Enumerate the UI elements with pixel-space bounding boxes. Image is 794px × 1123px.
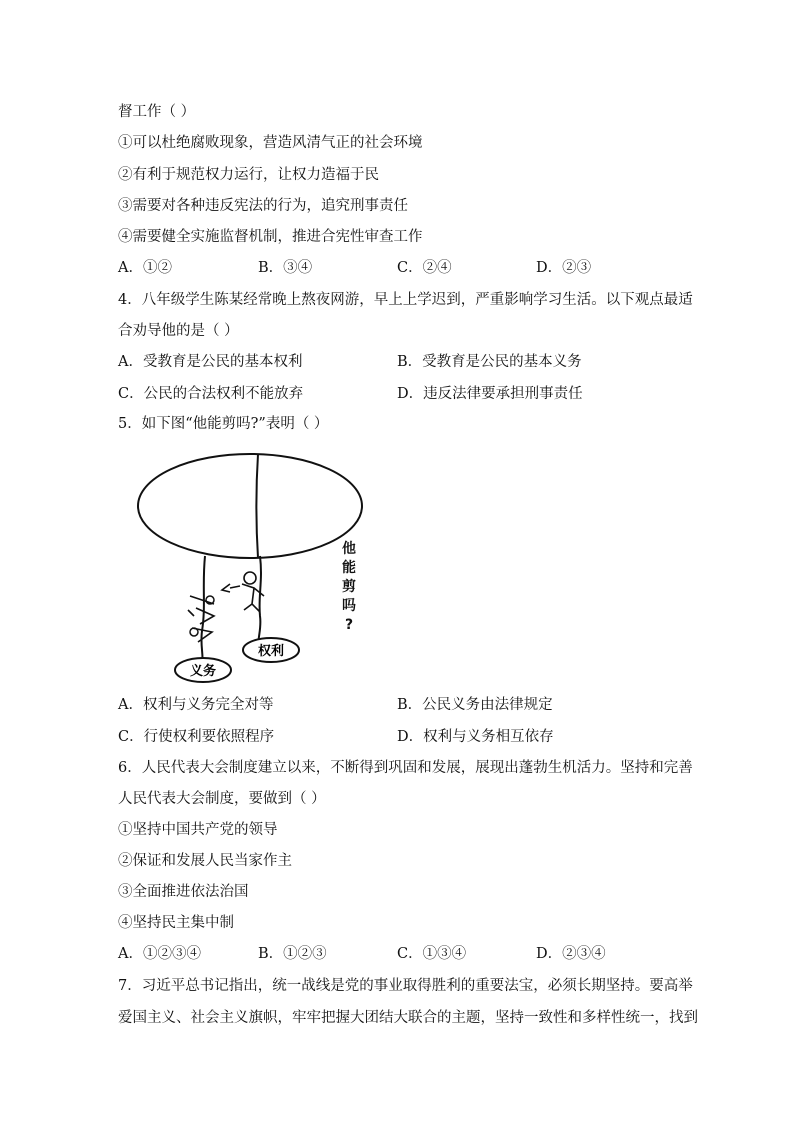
q3-statement-4: ④需要健全实施监督机制，推进合宪性审查工作 [118, 229, 423, 245]
q3-stem: 督工作（ ） [118, 104, 196, 120]
q3-option-c: C．②④ [397, 260, 452, 276]
q3-statement-2: ②有利于规范权力运行，让权力造福于民 [118, 167, 379, 183]
q6-statement-3: ③全面推进依法治国 [118, 884, 249, 900]
q4-option-d: D．违反法律要承担刑事责任 [397, 386, 583, 402]
q4-option-b: B．受教育是公民的基本义务 [397, 354, 582, 370]
q3-option-a: A．①② [118, 260, 172, 276]
q4-stem-line1: 4．八年级学生陈某经常晚上熬夜网游，早上上学迟到，严重影响学习生活。以下观点最适 [118, 292, 693, 308]
caption-char: 剪 [342, 579, 356, 595]
q4-option-a: A．受教育是公民的基本权利 [118, 354, 303, 370]
q5-option-c: C．行使权利要依照程序 [118, 729, 275, 745]
q3-statement-1: ①可以杜绝腐败现象，营造风清气正的社会环境 [118, 135, 423, 151]
q4-option-c: C．公民的合法权利不能放弃 [118, 386, 304, 402]
q3-option-b: B．③④ [258, 260, 313, 276]
q7-stem-line2: 爱国主义、社会主义旗帜，牢牢把握大团结大联合的主题，坚持一致性和多样性统一，找到 [118, 1010, 698, 1026]
q5-stem: 5．如下图“他能剪吗?”表明（ ） [118, 416, 329, 432]
q6-option-a: A．①②③④ [118, 946, 201, 962]
q6-stem-line2: 人民代表大会制度，要做到（ ） [118, 791, 326, 807]
q3-statement-3: ③需要对各种违反宪法的行为，追究刑事责任 [118, 198, 408, 214]
q6-option-c: C．①③④ [397, 946, 467, 962]
caption-char: 他 [342, 541, 356, 557]
caption-char: 能 [342, 560, 356, 576]
balloon-cartoon-illustration [130, 446, 370, 686]
cartoon-caption [340, 540, 358, 635]
q6-statement-2: ②保证和发展人民当家作主 [118, 853, 292, 869]
q6-option-d: D．②③④ [536, 946, 606, 962]
q5-option-d: D．权利与义务相互依存 [397, 729, 554, 745]
caption-char: 吗 [342, 598, 356, 614]
q6-statement-1: ①坚持中国共产党的领导 [118, 822, 278, 838]
q6-statement-4: ④坚持民主集中制 [118, 915, 234, 931]
q6-option-b: B．①②③ [258, 946, 327, 962]
q3-option-d: D．②③ [536, 260, 592, 276]
q5-option-b: B．公民义务由法律规定 [397, 697, 553, 713]
q6-stem-line1: 6．人民代表大会制度建立以来，不断得到巩固和发展，展现出蓬勃生机活力。坚持和完善 [118, 760, 693, 776]
q5-option-a: A．权利与义务完全对等 [118, 697, 274, 713]
right-label: 权利 [257, 644, 285, 659]
duty-label: 义务 [189, 664, 217, 679]
q4-stem-line2: 合劝导他的是（ ） [118, 323, 239, 339]
caption-char: ? [344, 617, 354, 633]
q7-stem-line1: 7．习近平总书记指出，统一战线是党的事业取得胜利的重要法宝，必须长期坚持。要高举 [118, 978, 693, 994]
balloon-cartoon [130, 446, 370, 686]
